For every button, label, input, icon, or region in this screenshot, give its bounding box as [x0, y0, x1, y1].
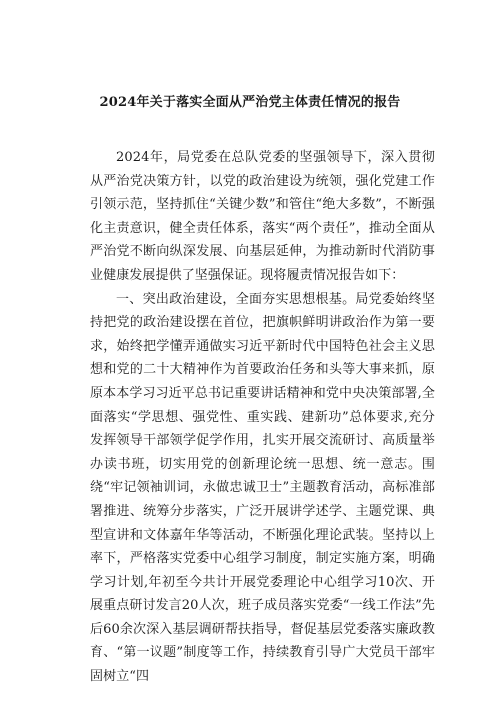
- paragraph-section-one: 一、突出政治建设，全面夯实思想根基。局党委始终坚持把党的政治建设摆在首位，把旗帜鲜明讲政治作为第一要求，始终把学懂弄通做实习近平新时代中国特色社会主义思想和党的二十大精神作为首要政治任务和头等大事来抓，原原本本学习习近平总书记重要讲话精神和党中央决策部署,全面落实“学思想、强党性、重实践、建新功”总体要求,充分发挥领导干部领学促学作用，扎实开展交流研讨、高质量举办读书班，切实用党的创新理论统一思想、统一意志。围绕“牢记领袖训词，永做忠诚卫士”主题教育活动，高标准部署推进、统筹分步落实，广泛开展讲学述学、主题党课、典型宣讲和文体嘉年华等活动，不断强化理论武装。坚持以上率下，严格落实党委中心组学习制度，制定实施方案，明确学习计划,年初至今共计开展党委理论中心组学习10次、开展重点研讨发言20人次，班子成员落实党委“一线工作法”先后60余次深入基层调研帮扶指导，督促基层党委落实廉政教育、“第一议题”制度等工作，持续教育引导广大党员干部牢固树立“四: [90, 291, 435, 685]
- paragraph-intro: 2024年，局党委在总队党委的坚强领导下，深入贯彻从严治党决策方针，以党的政治建设为统领，强化党建工作引领示范，坚持抓住“关键少数”和管住“绝大多数”，不断强化主责意识，健全责任体系，落实“两个责任”，推动全面从严治党不断向纵深发展、向基层延伸，为推动新时代消防事业健康发展提供了坚强保证。现将履责情况报告如下：: [90, 150, 435, 283]
- document-body: [90, 146, 435, 689]
- document-title: 2024年关于落实全面从严治党主体责任情况的报告: [99, 95, 401, 110]
